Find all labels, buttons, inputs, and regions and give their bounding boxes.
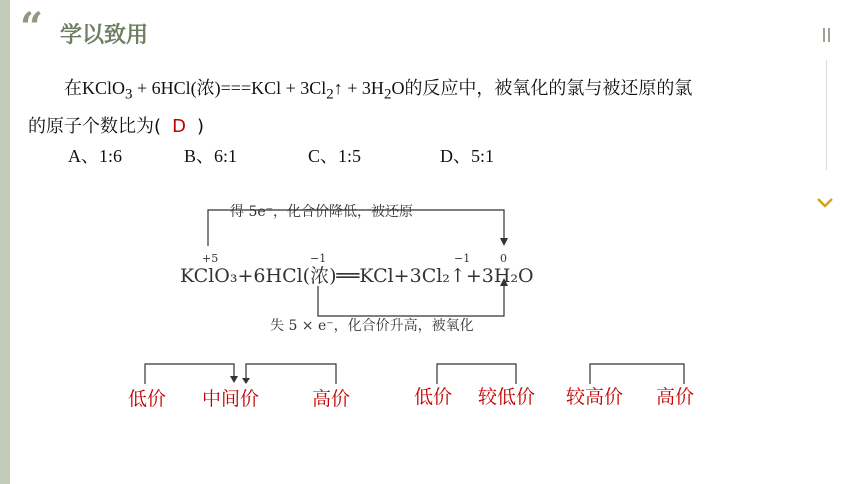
valence-kclo3: +5 — [202, 252, 219, 265]
gain-electron-label: 得 5e⁻，化合价降低，被还原 — [230, 204, 414, 220]
chemical-equation: KClO₃+6HCl(浓)══KCl+3Cl₂↑+3H₂O — [180, 265, 534, 287]
option-d[interactable]: D、5:1 — [440, 146, 494, 166]
option-b[interactable]: B、6:1 — [184, 146, 238, 166]
loss-electron-label: 失 5 × e⁻，化合价升高，被氧化 — [270, 318, 474, 334]
option-a[interactable]: A、1:6 — [68, 146, 122, 166]
valence-kcl: −1 — [454, 252, 471, 265]
label-higher: 较高价 — [566, 386, 624, 408]
label-high-1: 高价 — [312, 388, 351, 410]
option-c[interactable]: C、1:5 — [308, 146, 362, 166]
label-high-2: 高价 — [656, 386, 695, 408]
question-text: 在KClO$_3$ + 6HCl(浓)$===KCl + 3Cl_2↑ + 3H_2O$的反应中，被氧化的氯与被还原的氯 的原子个数比为( D ) — [28, 72, 818, 143]
valence-cl2: 0 — [500, 252, 507, 265]
quote-mark-icon: “ — [20, 4, 44, 51]
valence-hcl: −1 — [310, 252, 327, 265]
page-title: 学以致用 — [60, 23, 149, 48]
answer-value: D — [172, 115, 186, 137]
label-middle: 中间价 — [202, 388, 260, 410]
label-lower: 较低价 — [478, 386, 536, 408]
label-low-1: 低价 — [128, 388, 167, 410]
label-low-2: 低价 — [414, 386, 453, 408]
